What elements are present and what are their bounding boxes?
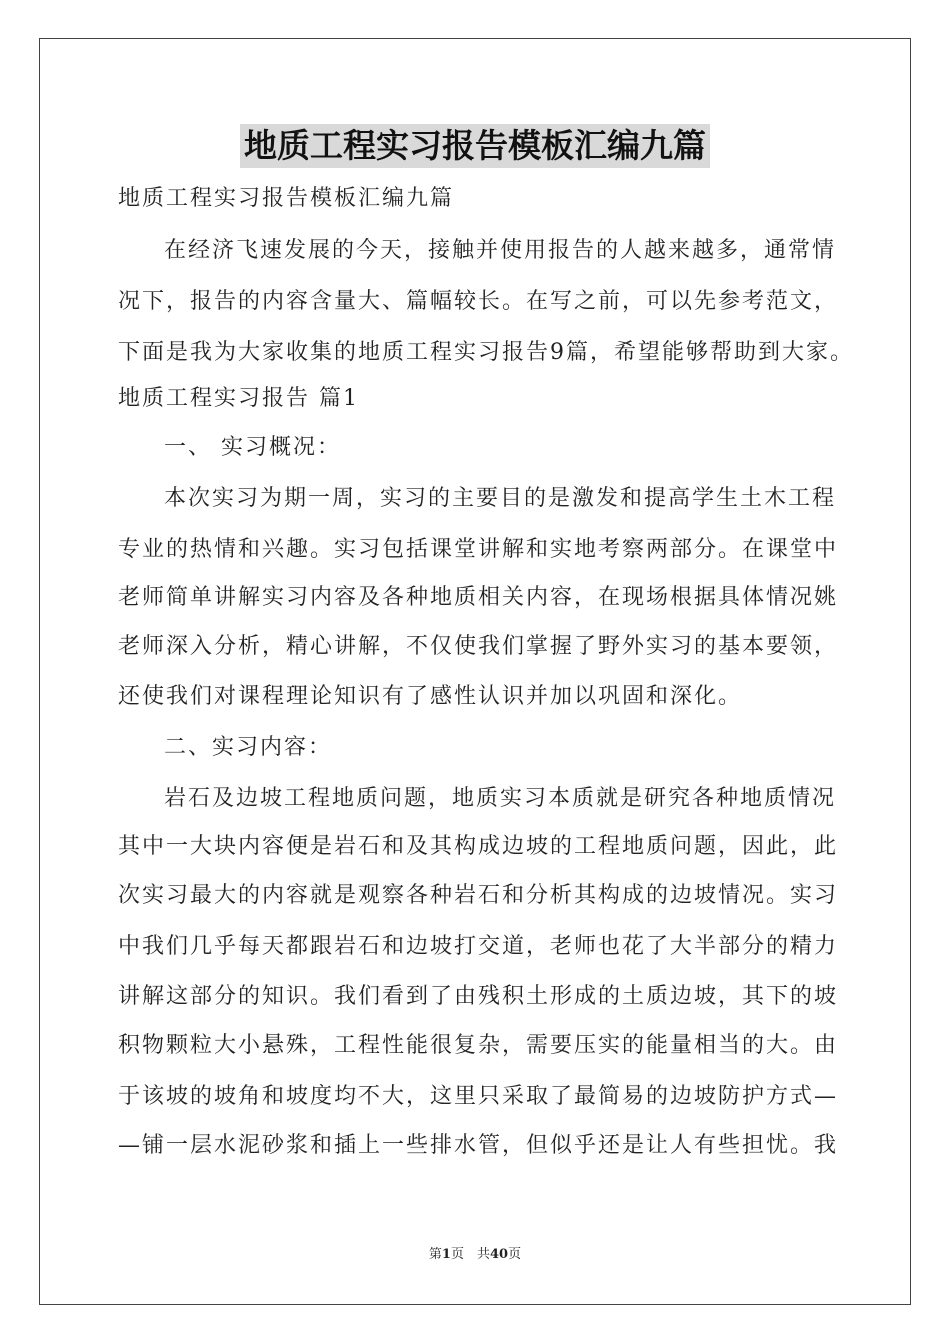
title-container xyxy=(0,124,950,168)
paragraph-line: 在经济飞速发展的今天，接触并使用报告的人越来越多，通常情 xyxy=(164,238,837,263)
paragraph-line: 况下，报告的内容含量大、篇幅较长。在写之前，可以先参考范文， xyxy=(118,289,839,314)
subsection-heading: 一、 实习概况： xyxy=(164,435,341,460)
paragraph-line: 中我们几乎每天都跟岩石和边坡打交道，老师也花了大半部分的精力 xyxy=(118,934,839,959)
page-border xyxy=(39,38,911,1305)
section-heading: 地质工程实习报告 篇1 xyxy=(118,386,359,411)
footer-suffix: 页 xyxy=(508,1247,522,1262)
footer-page-total: 40 xyxy=(489,1247,509,1262)
subsection-heading: 二、实习内容： xyxy=(164,735,333,760)
paragraph-line: 次实习最大的内容就是观察各种岩石和分析其构成的边坡情况。实习 xyxy=(118,883,839,908)
page-footer xyxy=(0,1246,950,1264)
paragraph-line: 讲解这部分的知识。我们看到了由残积土形成的土质边坡，其下的坡 xyxy=(118,984,839,1009)
footer-mid: 页 共 xyxy=(450,1247,490,1262)
document-title: 地质工程实习报告模板汇编九篇 xyxy=(240,124,710,168)
paragraph-line: 其中一大块内容便是岩石和及其构成边坡的工程地质问题，因此，此 xyxy=(118,834,839,859)
subtitle-line: 地质工程实习报告模板汇编九篇 xyxy=(118,186,455,211)
paragraph-line: 本次实习为期一周，实习的主要目的是激发和提高学生土木工程 xyxy=(164,486,837,511)
paragraph-line: 岩石及边坡工程地质问题，地质实习本质就是研究各种地质情况 xyxy=(164,786,837,811)
paragraph-line: 还使我们对课程理论知识有了感性认识并加以巩固和深化。 xyxy=(118,684,743,709)
paragraph-line: 老师深入分析，精心讲解，不仅使我们掌握了野外实习的基本要领， xyxy=(118,634,839,659)
paragraph-line: 专业的热情和兴趣。实习包括课堂讲解和实地考察两部分。在课堂中 xyxy=(118,537,839,562)
paragraph-line: 积物颗粒大小悬殊，工程性能很复杂，需要压实的能量相当的大。由 xyxy=(118,1033,839,1058)
paragraph-line: —铺一层水泥砂浆和插上一些排水管，但似乎还是让人有些担忧。我 xyxy=(118,1133,839,1158)
paragraph-line: 下面是我为大家收集的地质工程实习报告9篇，希望能够帮助到大家。 xyxy=(118,340,854,365)
paragraph-line: 老师简单讲解实习内容及各种地质相关内容，在现场根据具体情况姚 xyxy=(118,585,839,610)
footer-prefix: 第 xyxy=(428,1247,442,1262)
footer-page-current: 1 xyxy=(441,1247,451,1262)
paragraph-line: 于该坡的坡角和坡度均不大，这里只采取了最简易的边坡防护方式— xyxy=(118,1084,839,1109)
